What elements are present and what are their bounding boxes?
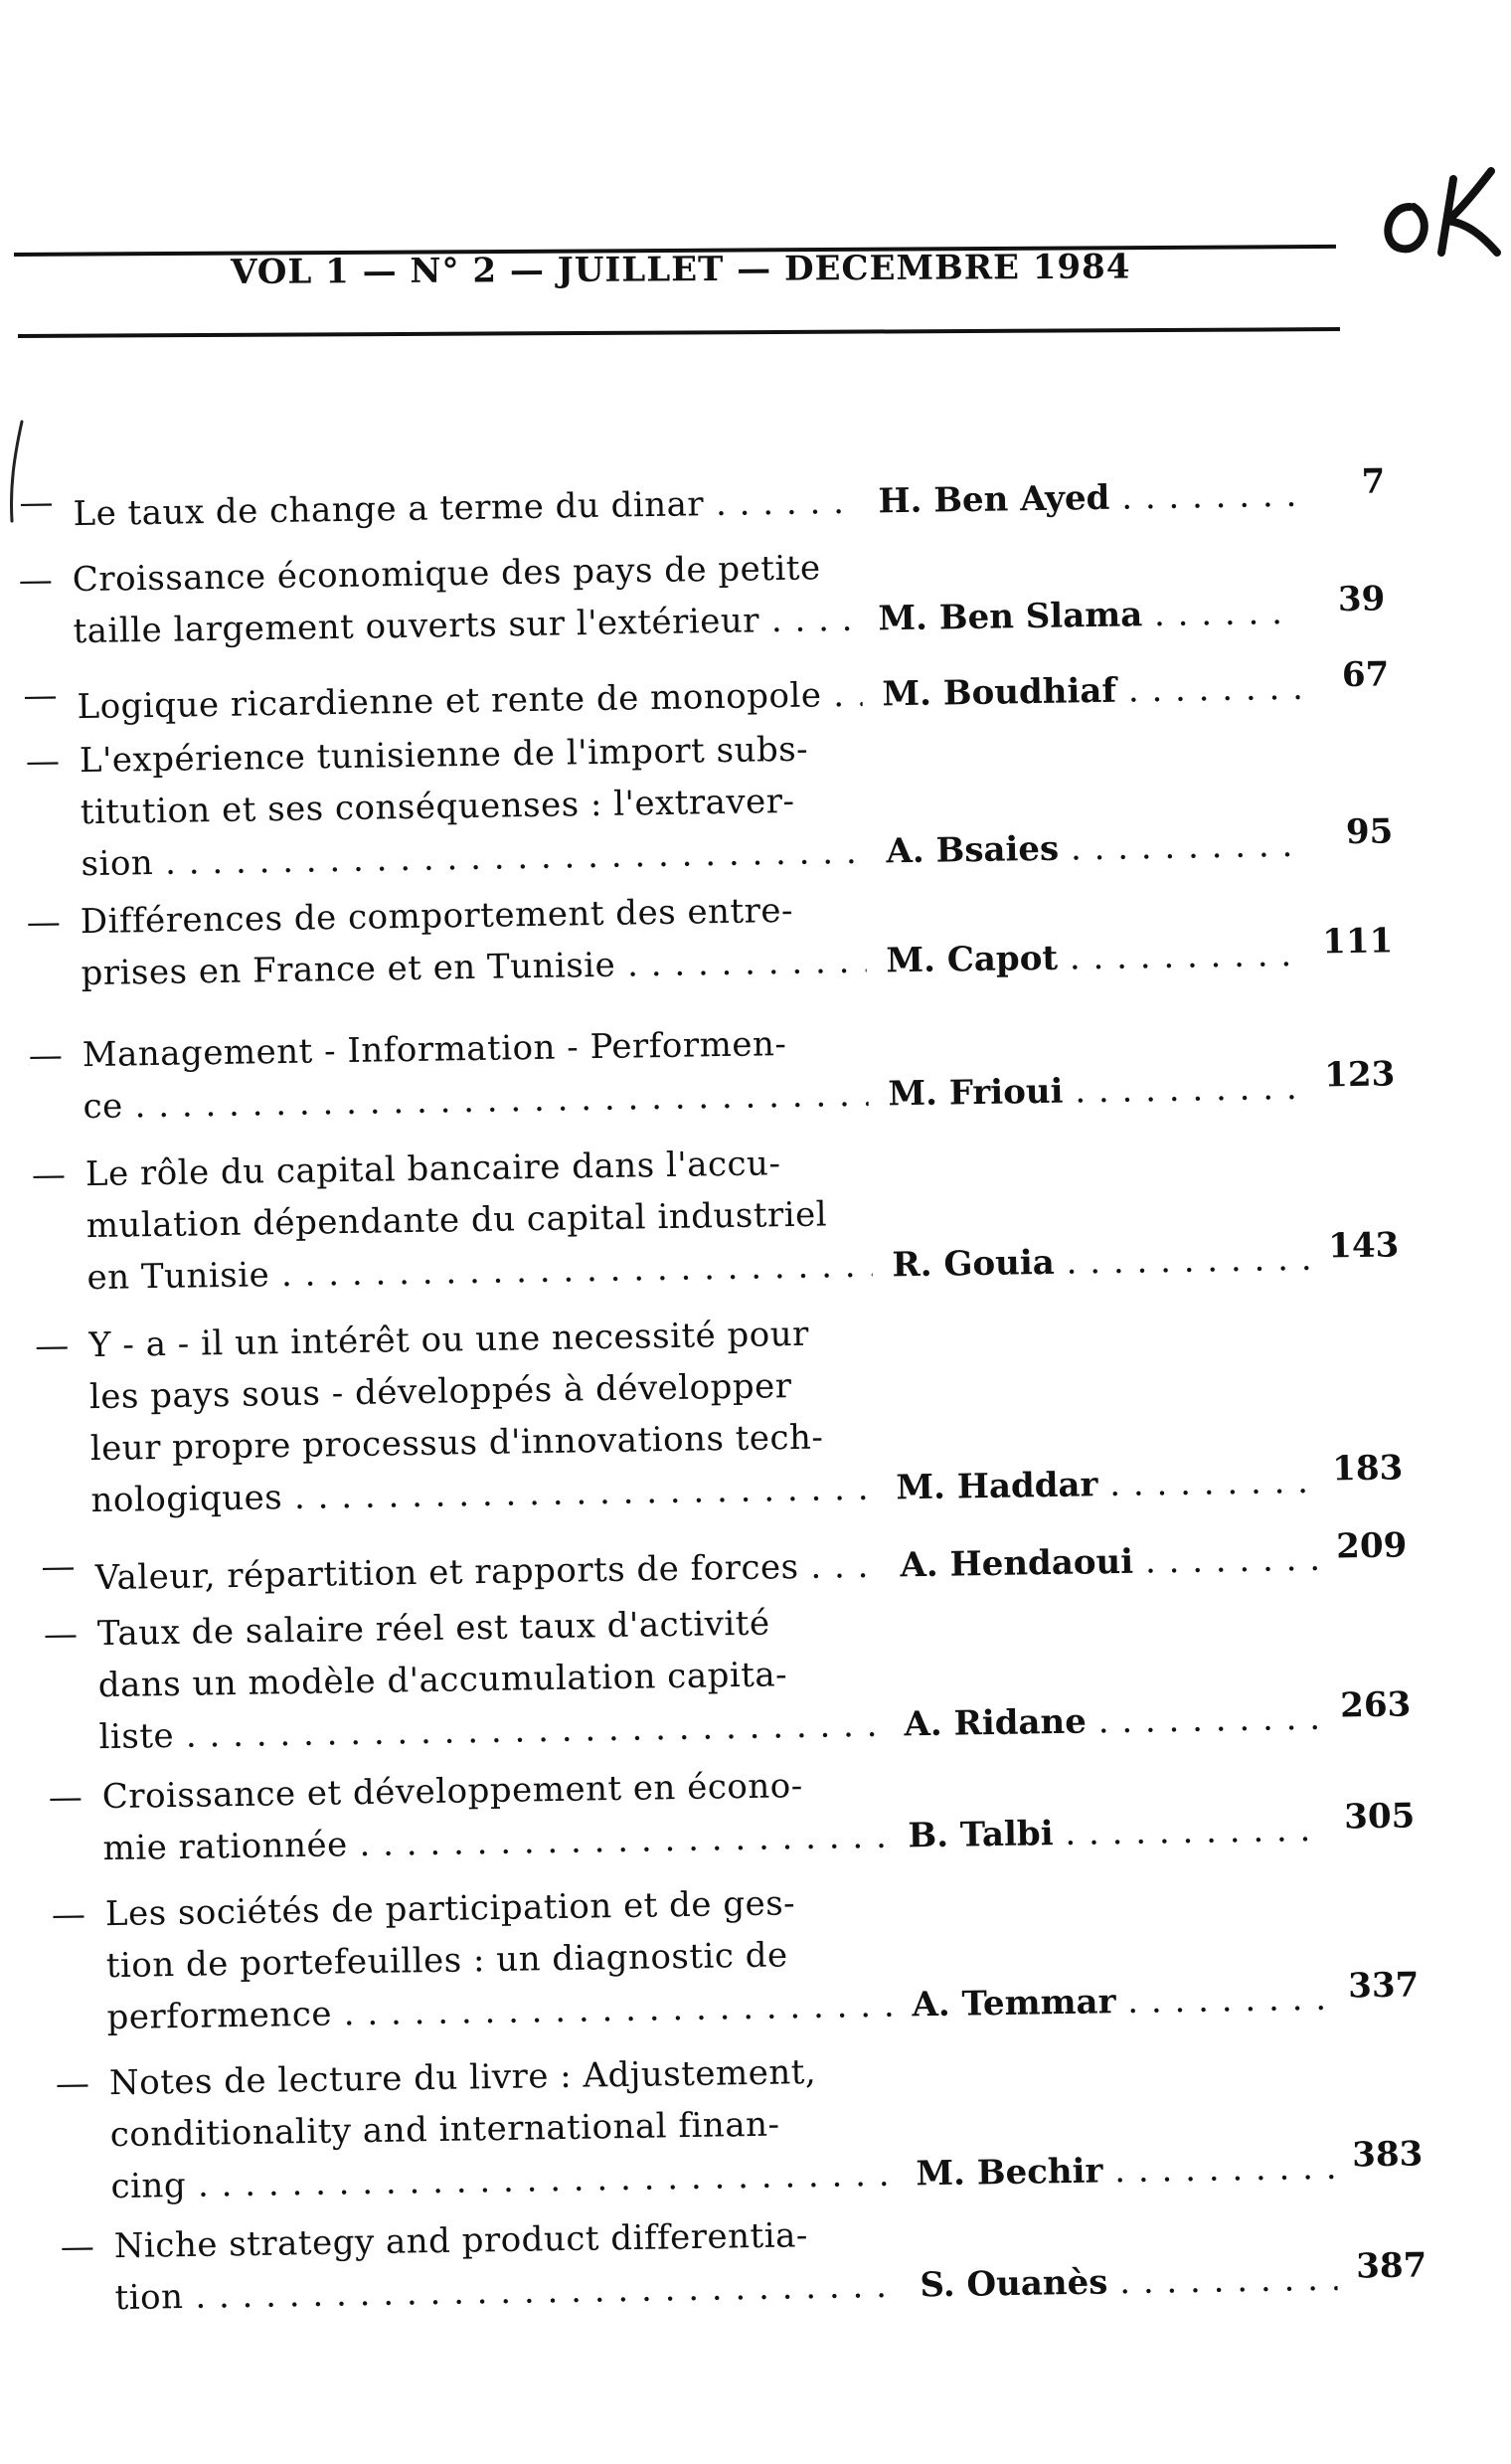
toc-entry-title-line: les pays sous - développés à développer bbox=[88, 1366, 792, 1418]
toc-entry-title-line: Le rôle du capital bancaire dans l'accu- bbox=[84, 1144, 781, 1195]
toc-entry-title-line: Différences de comportement des entre- bbox=[80, 890, 794, 943]
toc-entry-title bbox=[109, 2045, 897, 2212]
toc-entry-title bbox=[72, 542, 859, 657]
toc-entry bbox=[19, 455, 1402, 541]
toc-entry-author: M. Frioui . . . bbox=[868, 1062, 1306, 1121]
toc-entry-dash: — bbox=[31, 1154, 67, 1196]
toc-entry-author: M. Ben Slama . . . bbox=[858, 587, 1296, 645]
toc-entry-title-line: cing . . . bbox=[110, 2149, 897, 2212]
toc-entry-title bbox=[73, 476, 859, 540]
toc-entry-dash: — bbox=[18, 560, 54, 602]
toc-entry-title-line: Croissance économique des pays de petite bbox=[72, 548, 821, 601]
toc-entry-page-number: 337 bbox=[1347, 1965, 1420, 2007]
toc-entry-title-line: sion . . . bbox=[81, 826, 867, 890]
toc-entry-page-number: 209 bbox=[1335, 1525, 1408, 1567]
toc-entry-title-line: titution et ses conséquenses : l'extraver- bbox=[80, 781, 795, 833]
toc-entry-title-line: Croissance et développement en écono- bbox=[101, 1766, 803, 1818]
toc-entry-title bbox=[113, 2208, 901, 2324]
toc-entry-title bbox=[77, 669, 863, 733]
toc-entry-title-line: mie rationnée . . . bbox=[102, 1811, 889, 1874]
toc-entry-page-number: 143 bbox=[1327, 1225, 1400, 1267]
toc-entry-title-line: Les sociétés de participation et de ges- bbox=[104, 1883, 796, 1935]
toc-entry-title-line: Le taux de change a terme du dinar . . . bbox=[73, 476, 859, 540]
toc-entry-dash: — bbox=[25, 741, 61, 783]
toc-entry-title-line: mulation dépendante du capital industriel bbox=[85, 1194, 828, 1247]
toc-entry-title-line: taille largement ouverts sur l'extérieur . . . bbox=[73, 594, 859, 657]
toc-entry-title-line: prises en France et en Tunisie . . . bbox=[81, 936, 867, 999]
toc-entry bbox=[18, 533, 1401, 658]
toc-entry-author: A. Hendaoui . . . bbox=[880, 1533, 1318, 1592]
toc-entry-author: R. Gouia . . . bbox=[872, 1233, 1310, 1292]
toc-entry-title-line: Valeur, répartition et rapports de forces . . . bbox=[94, 1540, 881, 1604]
toc-entry-author: M. Capot . . . bbox=[866, 929, 1304, 987]
toc-entry-page-number: 387 bbox=[1355, 2245, 1427, 2287]
toc-entry-author: S. Ouanès . . . bbox=[900, 2253, 1338, 2312]
toc-entry-title-line: L'expérience tunisienne de l'import subs- bbox=[79, 729, 809, 782]
toc-entry-title bbox=[82, 1017, 869, 1133]
toc-entry bbox=[35, 1299, 1420, 1527]
toc-entry-title-line: dans un modèle d'accumulation capita- bbox=[97, 1655, 788, 1706]
toc-entry-title-line: performence . . . bbox=[106, 1980, 893, 2043]
toc-entry-title-line: en Tunisie . . . bbox=[86, 1240, 873, 1304]
toc-entry-title-line: Management - Information - Performen- bbox=[82, 1024, 787, 1076]
toc-entry-title-line: tion de portefeuilles : un diagnostic de bbox=[105, 1935, 788, 1987]
toc-entry-page-number: 183 bbox=[1331, 1448, 1404, 1490]
toc-entry bbox=[60, 2200, 1442, 2325]
toc-entry-dash: — bbox=[19, 482, 54, 524]
toc-entry-page-number: 95 bbox=[1345, 811, 1394, 853]
toc-entry-author: M. Boudhiaf . . . bbox=[862, 662, 1300, 721]
toc-entry-page-number: 383 bbox=[1351, 2134, 1424, 2176]
toc-entry-page-number: 67 bbox=[1341, 654, 1390, 696]
toc-entry-title-line: liste . . . bbox=[98, 1699, 885, 1763]
toc-entry-dash: — bbox=[34, 1325, 70, 1367]
toc-entry-title bbox=[97, 1596, 885, 1763]
toc-entry-page-number: 263 bbox=[1339, 1684, 1412, 1726]
toc-entry-title bbox=[80, 723, 867, 890]
toc-entry-title-line: tion . . . bbox=[114, 2260, 901, 2324]
toc-entry-author: M. Bechir . . . bbox=[896, 2142, 1334, 2200]
toc-entry-page-number: 111 bbox=[1321, 921, 1394, 963]
toc-entry-title-line: Niche strategy and product differentia- bbox=[113, 2215, 809, 2267]
toc-entry-page-number: 123 bbox=[1323, 1054, 1396, 1096]
toc-entry-title bbox=[80, 884, 867, 999]
toc-entry bbox=[32, 1128, 1416, 1305]
toc-entry bbox=[26, 714, 1410, 891]
toc-entry-dash: — bbox=[55, 2063, 90, 2105]
toc-entry-title bbox=[105, 1876, 893, 2043]
toc-entry-dash: — bbox=[41, 1546, 76, 1588]
toc-entry-title-line: leur propre processus d'innovations tech- bbox=[89, 1417, 824, 1470]
toc-entry-dash: — bbox=[51, 1894, 86, 1936]
toc-entry-dash: — bbox=[26, 902, 62, 944]
toc-entry bbox=[52, 1867, 1435, 2044]
toc-entry-author: A. Temmar . . . bbox=[892, 1973, 1330, 2031]
toc-entry-dash: — bbox=[60, 2226, 95, 2268]
volume-header: VOL 1 — N° 2 — JUILLET — DECEMBRE 1984 bbox=[230, 247, 1131, 292]
toc-entry-author: M. Haddar . . . bbox=[876, 1456, 1314, 1514]
toc-entry bbox=[56, 2036, 1439, 2213]
toc-entry-page-number: 305 bbox=[1343, 1796, 1416, 1838]
toc-entry-page-number: 7 bbox=[1361, 461, 1386, 502]
toc-entry bbox=[26, 875, 1409, 1000]
toc-entry bbox=[28, 1008, 1411, 1134]
toc-entry-author: H. Ben Ayed . . . bbox=[858, 469, 1296, 528]
toc-entry-title bbox=[94, 1540, 881, 1604]
toc-entry-title-line: Y - a - il un intérêt ou une necessité pour bbox=[87, 1314, 810, 1366]
toc-entry-author: A. Ridane . . . bbox=[884, 1692, 1322, 1751]
toc-entry-title-line: ce . . . bbox=[83, 1069, 869, 1133]
toc-entry-dash: — bbox=[43, 1614, 79, 1656]
toc-entry-dash: — bbox=[23, 675, 58, 717]
toc-entry bbox=[48, 1750, 1430, 1875]
toc-entry-title-line: nologiques . . . bbox=[90, 1463, 877, 1526]
toc-entry-title bbox=[101, 1759, 889, 1874]
toc-entry bbox=[44, 1587, 1427, 1764]
toc-entry-author: A. Bsaies . . . bbox=[866, 819, 1304, 878]
toc-entry-author: B. Talbi . . . bbox=[888, 1804, 1326, 1862]
toc-entry-title-line: Taux de salaire réel est taux d'activité bbox=[96, 1603, 770, 1655]
toc-entry-title-line: Notes de lecture du livre : Adjustement, bbox=[108, 2051, 817, 2104]
toc-entry-title bbox=[88, 1308, 877, 1526]
toc-entry-title-line: conditionality and international finan- bbox=[109, 2104, 780, 2156]
toc-entry-title-line: Logique ricardienne et rente de monopole . . . bbox=[77, 669, 863, 733]
toc-entry-title bbox=[85, 1137, 873, 1304]
toc-entry-dash: — bbox=[28, 1035, 64, 1077]
toc-entry-page-number: 39 bbox=[1337, 579, 1386, 620]
toc-entry-dash: — bbox=[48, 1777, 84, 1819]
